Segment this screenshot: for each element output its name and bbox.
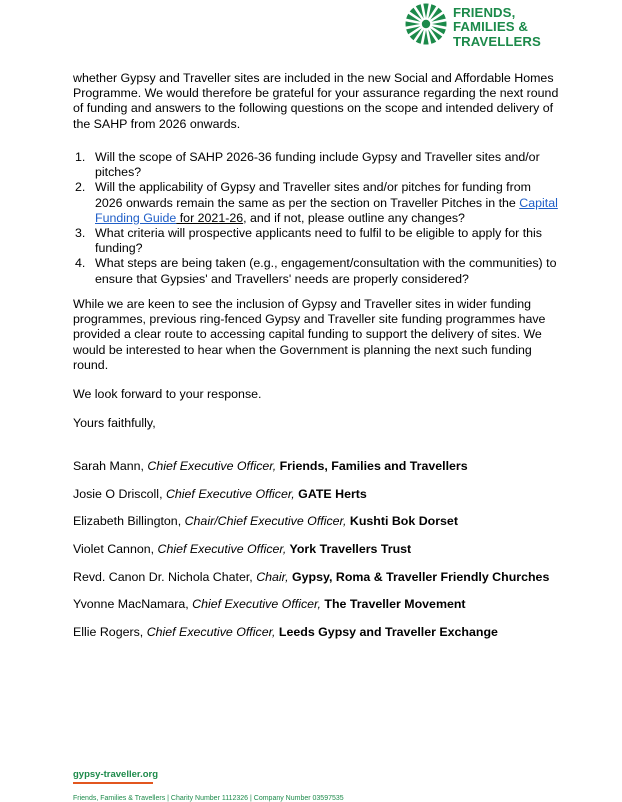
questions-list [73, 150, 563, 287]
sun-wheel-spoke [423, 30, 428, 45]
signatory-name: Josie O Driscoll, [73, 487, 166, 501]
question-item [73, 150, 563, 180]
signatory-org: Kushti Bok Dorset [346, 514, 458, 528]
sun-wheel-spoke [432, 21, 447, 26]
signatory-name: Revd. Canon Dr. Nichola Chater, [73, 570, 257, 584]
closing-line: programmes, previous ring-fenced Gypsy and Traveller site funding programmes have [73, 312, 546, 327]
signatory-title: Chair, [256, 570, 289, 584]
question-number: 2. [75, 180, 86, 195]
footer-registration-text: Friends, Families & Travellers | Charity Number 1112326 | Company Number 03597535 [73, 795, 344, 802]
intro-line: of funding and answers to the following questions on the scope and intended delivery of [73, 101, 554, 116]
signatory-name: Ellie Rogers, [73, 625, 147, 639]
signatory-title: Chief Executive Officer, [157, 542, 287, 556]
signatory-title: Chief Executive Officer, [165, 487, 295, 501]
signatory [73, 459, 468, 474]
question-line: pitches? [95, 165, 142, 180]
question-line [95, 211, 563, 226]
question-line: What criteria will prospective applicants need to fulfil to be eligible to apply for this [95, 226, 542, 241]
intro-paragraph [73, 71, 563, 132]
signatory-org: Leeds Gypsy and Traveller Exchange [275, 625, 498, 639]
signatory [73, 625, 498, 640]
sun-wheel-icon [404, 2, 448, 46]
question-text-underlined: for 2021-26 [176, 210, 244, 225]
question-item [73, 256, 563, 286]
intro-line: Programme. We would therefore be grateful for your assurance regarding the next round [73, 86, 559, 101]
logo [404, 2, 564, 52]
signatory-title: Chair/Chief Executive Officer, [184, 514, 347, 528]
question-number: 3. [75, 226, 86, 241]
intro-line: whether Gypsy and Traveller sites are included in the new Social and Affordable Homes [73, 71, 554, 85]
signatory [73, 570, 549, 585]
signatory-title: Chief Executive Officer, [146, 625, 276, 639]
question-number: 1. [75, 150, 86, 164]
signatory-name: Elizabeth Billington, [73, 514, 185, 528]
signatory-name: Violet Cannon, [73, 542, 158, 556]
question-line: Will the applicability of Gypsy and Traveller sites and/or pitches for funding from [95, 180, 531, 195]
signatory-title: Chief Executive Officer, [147, 459, 277, 473]
logo-line-1: FRIENDS, [453, 5, 516, 20]
question-line: Will the scope of SAHP 2026-36 funding include Gypsy and Traveller sites and/or [95, 150, 540, 164]
sun-wheel-spoke [423, 3, 428, 18]
closing-line: provided a clear route to accessing capital funding to support the delivery of sites. We [73, 327, 542, 342]
signatory [73, 514, 458, 529]
signatory-name: Sarah Mann, [73, 459, 148, 473]
signatory-org: The Traveller Movement [320, 597, 466, 611]
signatory-title: Chief Executive Officer, [192, 597, 321, 611]
footer-website-link[interactable]: gypsy-traveller.org [73, 769, 159, 780]
question-text: , and if not, please outline any changes? [243, 210, 465, 225]
closing-line: While we are keen to see the inclusion of Gypsy and Traveller sites in wider funding [73, 297, 531, 311]
question-line: What steps are being taken (e.g., engagement/consultation with the communities) to [95, 256, 557, 271]
capital-funding-guide-link-cont[interactable]: Funding Guide [95, 210, 177, 225]
question-line: ensure that Gypsies' and Travellers' needs are properly considered? [95, 271, 469, 286]
question-item [73, 180, 563, 226]
signatory [73, 597, 466, 612]
closing-line: round. [73, 357, 109, 372]
logo-line-3: TRAVELLERS [453, 33, 541, 49]
look-forward-text: We look forward to your response. [73, 387, 262, 401]
signatory [73, 542, 411, 557]
footer-divider [73, 782, 153, 784]
intro-line: the SAHP from 2026 onwards. [73, 116, 241, 131]
question-text: 2026 onwards remain the same as per the section on Traveller Pitches in the [95, 195, 520, 210]
signatory-org: York Travellers Trust [286, 542, 412, 556]
question-item [73, 226, 563, 256]
closing-line: would be interested to hear when the Government is planning the next such funding [73, 342, 532, 357]
question-line [95, 196, 563, 211]
question-number: 4. [75, 256, 86, 271]
signatory-org: Gypsy, Roma & Traveller Friendly Churches [288, 570, 550, 584]
capital-funding-guide-link[interactable]: Capital [519, 195, 558, 210]
signatory-org: Friends, Families and Travellers [276, 459, 468, 473]
sun-wheel-spoke [405, 21, 420, 26]
logo-line-2: FAMILIES & [453, 19, 528, 35]
signatory-name: Yvonne MacNamara, [73, 597, 193, 611]
sign-off-text: Yours faithfully, [73, 416, 156, 430]
signatory-org: GATE Herts [294, 487, 367, 501]
question-line: funding? [95, 241, 143, 256]
signatory [73, 487, 367, 502]
closing-paragraph [73, 297, 563, 373]
logo-text [453, 6, 541, 49]
